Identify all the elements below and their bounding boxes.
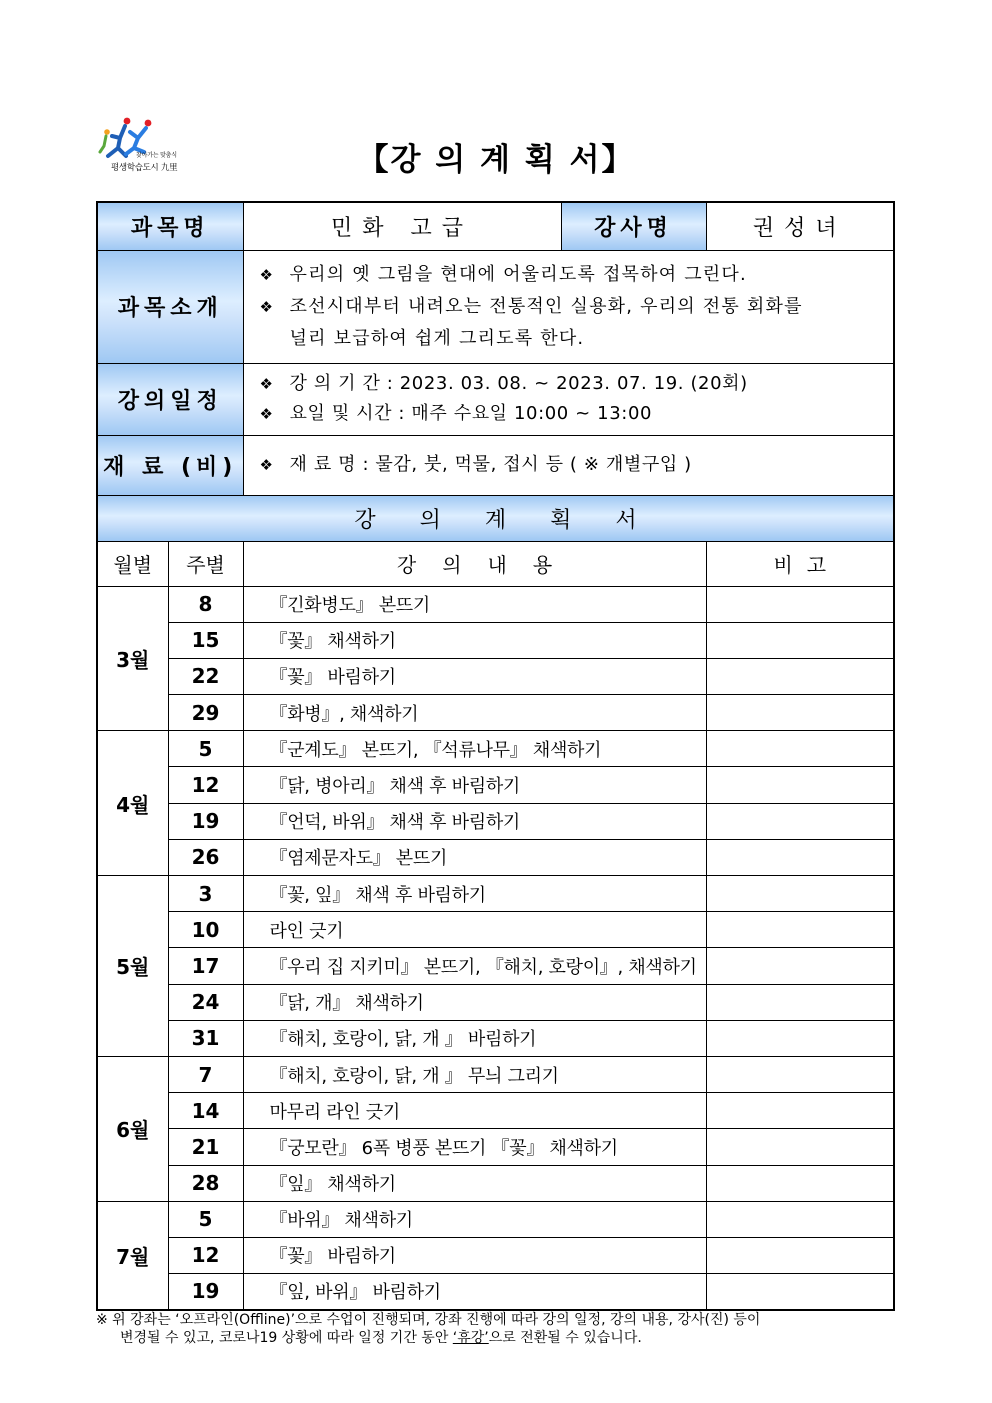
schedule-table-row [97, 1201, 894, 1237]
week-column-header: 주별 [168, 541, 243, 586]
lecture-content-cell: 『잎, 바위』 바림하기 [243, 1274, 706, 1310]
schedule-table-row [97, 767, 894, 803]
schedule-time: 요일 및 시간 : 매주 수요일 10:00 ~ 13:00 [289, 403, 653, 424]
week-cell: 31 [168, 1020, 243, 1056]
week-cell: 10 [168, 912, 243, 948]
note-cell [706, 1129, 894, 1165]
note-cell [706, 586, 894, 622]
lecture-content-cell: 『꽃』 바림하기 [243, 1237, 706, 1273]
schedule-table-row [97, 912, 894, 948]
schedule-table-row [97, 839, 894, 875]
note-cell [706, 1201, 894, 1237]
lecture-content-cell: 『언덕, 바위』 채색 후 바림하기 [243, 803, 706, 839]
note-cell [706, 767, 894, 803]
lecture-content-cell: 『염제문자도』 본뜨기 [243, 839, 706, 875]
note-cell [706, 658, 894, 694]
lecture-content-cell: 『닭, 병아리』 채색 후 바림하기 [243, 767, 706, 803]
note-cell [706, 948, 894, 984]
lecture-content-cell: 『화병』, 채색하기 [243, 695, 706, 731]
column-header-row [97, 541, 894, 586]
note-cell [706, 803, 894, 839]
week-cell: 12 [168, 1237, 243, 1273]
schedule-period: 강 의 기 간 : 2023. 03. 08. ~ 2023. 07. 19. (20회) [289, 373, 748, 394]
note-cell [706, 1020, 894, 1056]
lecture-content-cell: 『군계도』 본뜨기, 『석류나무』 채색하기 [243, 731, 706, 767]
instructor-value: 권성녀 [706, 202, 894, 250]
plan-banner-row [97, 495, 894, 541]
lecture-content-cell: 『꽃』 채색하기 [243, 622, 706, 658]
bullet-diamond-icon: ❖ [259, 298, 275, 316]
lecture-content-cell: 『긴화병도』 본뜨기 [243, 586, 706, 622]
lecture-content-cell: 『꽃』 바림하기 [243, 658, 706, 694]
schedule-table-row [97, 1020, 894, 1056]
lecture-content-cell: 『닭, 개』 채색하기 [243, 984, 706, 1020]
content-column-header: 강의내용 [243, 541, 706, 586]
document-title: 【강 의 계 획 서】 [357, 142, 635, 178]
schedule-table-row [97, 1093, 894, 1129]
schedule-table-row [97, 731, 894, 767]
footnote-line-2 [96, 1329, 896, 1347]
intro-line-2: 조선시대부터 내려오는 전통적인 실용화, 우리의 전통 회화를 [289, 296, 803, 317]
schedule-table-row [97, 622, 894, 658]
bullet-diamond-icon: ❖ [259, 456, 274, 474]
week-cell: 7 [168, 1056, 243, 1092]
schedule-table-row [97, 1237, 894, 1273]
week-cell: 21 [168, 1129, 243, 1165]
week-cell: 19 [168, 803, 243, 839]
schedule-table-row [97, 1165, 894, 1201]
month-cell: 6월 [97, 1056, 168, 1201]
note-cell [706, 695, 894, 731]
intro-line-1: 우리의 옛 그림을 현대에 어울리도록 접목하여 그린다. [289, 264, 747, 285]
footnote-emphasis: ‘휴강’ [452, 1330, 489, 1346]
schedule-table-row [97, 1274, 894, 1310]
schedule-table-row [97, 1129, 894, 1165]
logo-tagline: 찾아가는 맞춤식 [136, 152, 177, 159]
lecture-content-cell: 『잎』 채색하기 [243, 1165, 706, 1201]
month-cell: 5월 [97, 876, 168, 1057]
note-cell [706, 622, 894, 658]
week-cell: 22 [168, 658, 243, 694]
course-name-label: 과목명 [97, 202, 243, 250]
lecture-plan-table [96, 201, 895, 1311]
week-cell: 15 [168, 622, 243, 658]
month-cell: 4월 [97, 731, 168, 876]
note-cell [706, 1165, 894, 1201]
bullet-diamond-icon: ❖ [259, 405, 274, 423]
course-row [97, 202, 894, 250]
lecture-content-cell: 『궁모란』 6폭 병풍 본뜨기 『꽃』 채색하기 [243, 1129, 706, 1165]
note-cell [706, 1056, 894, 1092]
materials-value: 재 료 명 : 물감, 붓, 먹물, 접시 등 ( ※ 개별구입 ) [289, 454, 692, 475]
note-cell [706, 1093, 894, 1129]
note-cell [706, 912, 894, 948]
week-cell: 19 [168, 1274, 243, 1310]
month-cell: 3월 [97, 586, 168, 731]
footnote-line-1: ※ 위 강좌는 ‘오프라인(Offline)’으로 수업이 진행되며, 강좌 진행에 따라 강의 일정, 강의 내용, 강사(진) 등이 [96, 1312, 761, 1328]
week-cell: 26 [168, 839, 243, 875]
bullet-diamond-icon: ❖ [259, 266, 275, 284]
month-cell: 7월 [97, 1201, 168, 1310]
instructor-label: 강사명 [561, 202, 706, 250]
note-cell [706, 984, 894, 1020]
lecture-content-cell: 마무리 라인 긋기 [243, 1093, 706, 1129]
plan-banner: 강의계획서 [97, 495, 894, 541]
week-cell: 24 [168, 984, 243, 1020]
intro-label: 과목소개 [97, 250, 243, 363]
schedule-table-row [97, 1056, 894, 1092]
schedule-table-row [97, 586, 894, 622]
week-cell: 3 [168, 876, 243, 912]
note-cell [706, 839, 894, 875]
note-column-header: 비고 [706, 541, 894, 586]
week-cell: 14 [168, 1093, 243, 1129]
week-cell: 28 [168, 1165, 243, 1201]
schedule-table-row [97, 803, 894, 839]
lecture-content-cell: 『해치, 호랑이, 닭, 개 』 바림하기 [243, 1020, 706, 1056]
week-cell: 29 [168, 695, 243, 731]
bullet-diamond-icon: ❖ [259, 375, 274, 393]
intro-line-3: 널리 보급하여 쉽게 그리도록 한다. [289, 328, 585, 349]
footnote-line-2-prefix: 변경될 수 있고, 코로나19 상황에 따라 일정 기간 동안 [120, 1330, 453, 1346]
lecture-content-cell: 『해치, 호랑이, 닭, 개 』 무늬 그리기 [243, 1056, 706, 1092]
schedule-table-row [97, 948, 894, 984]
schedule-label: 강의일정 [97, 363, 243, 435]
lecture-content-cell: 『우리 집 지키미』 본뜨기, 『해치, 호랑이』, 채색하기 [243, 948, 706, 984]
intro-row [97, 250, 894, 363]
course-name-value: 민화 고급 [243, 202, 561, 250]
intro-text [243, 250, 894, 363]
lecture-content-cell: 『꽃, 잎』 채색 후 바림하기 [243, 876, 706, 912]
footnote [96, 1311, 896, 1347]
schedule-row [97, 363, 894, 435]
schedule-table-row [97, 984, 894, 1020]
materials-row [97, 435, 894, 495]
schedule-table-row [97, 695, 894, 731]
week-cell: 5 [168, 1201, 243, 1237]
week-cell: 17 [168, 948, 243, 984]
schedule-text [243, 363, 894, 435]
lecture-content-cell: 『바위』 채색하기 [243, 1201, 706, 1237]
lecture-content-cell: 라인 긋기 [243, 912, 706, 948]
footnote-line-2-suffix: 으로 전환될 수 있습니다. [488, 1330, 642, 1346]
note-cell [706, 731, 894, 767]
materials-text [243, 435, 894, 495]
schedule-table-row [97, 876, 894, 912]
month-column-header: 월별 [97, 541, 168, 586]
week-cell: 12 [168, 767, 243, 803]
note-cell [706, 1237, 894, 1273]
materials-label: 재 료 (비) [97, 435, 243, 495]
week-cell: 8 [168, 586, 243, 622]
week-cell: 5 [168, 731, 243, 767]
logo-name: 평생학습도시 九里 [111, 163, 178, 173]
note-cell [706, 1274, 894, 1310]
note-cell [706, 876, 894, 912]
schedule-table-row [97, 658, 894, 694]
